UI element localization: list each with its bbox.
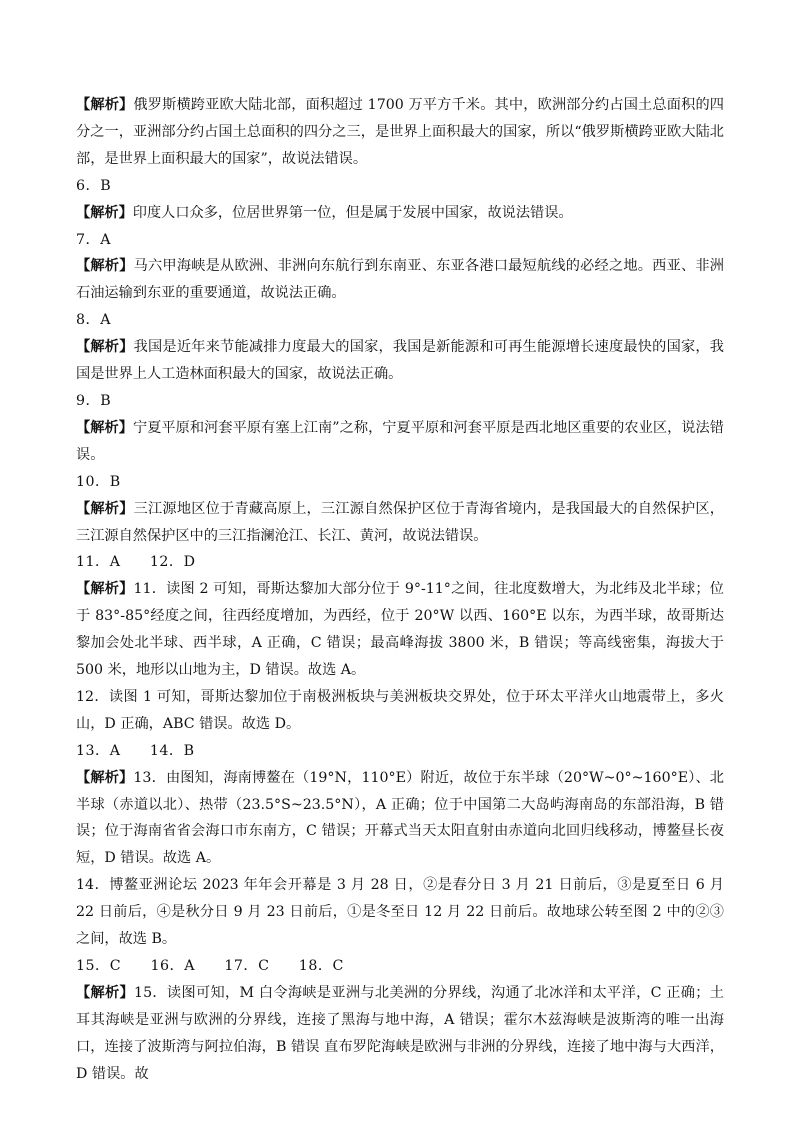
explanation-text: 我国是近年来节能减排力度最大的国家，我国是新能源和可再生能源增长速度最快的国家，我国是世界上人工造林面积最大的国家，故说法正确。: [76, 339, 724, 383]
explanation-paragraph: [76, 253, 724, 307]
explanation-paragraph: [76, 496, 724, 550]
explanation-text: 11．读图 2 可知，哥斯达黎加大部分位于 9°-11°之间，往北度数增大，为北纬及北半球；位于 83°-85°经度之间，往西经度增加，为西经，位于 20°W 以西、160°E 以东，为西半球，故哥斯达黎加会处北半球、西半球，A 正确，C 错误；最高峰海拔 3800 米，B 错误；等高线密集，海拔大于 500 米，地形以山地为主，D 错误。故选 A。: [76, 581, 724, 679]
explanation-text: 俄罗斯横跨亚欧大陆北部，面积超过 1700 万平方千米。其中，欧洲部分约占国土总面积的四分之一，亚洲部分约占国土总面积的四分之三，是世界上面积最大的国家，所以“俄罗斯横跨亚欧大陆北部，是世界上面积最大的国家”，故说法错误。: [76, 97, 724, 167]
answer-key-line: [76, 307, 724, 334]
explanation-paragraph: [76, 92, 724, 173]
answer-text: 9．B: [76, 392, 112, 409]
answer-text: 8．A: [76, 312, 111, 329]
explanation-paragraph: [76, 872, 724, 953]
explanation-text: 马六甲海峡是从欧洲、非洲向东航行到东南亚、东亚各港口最短航线的必经之地。西亚、非洲石油运输到东亚的重要通道，故说法正确。: [76, 258, 724, 302]
explanation-text: 12．读图 1 可知，哥斯达黎加位于南极洲板块与美洲板块交界处，位于环太平洋火山地震带上，多火山，D 正确，ABC 错误。故选 D。: [76, 688, 724, 732]
explanation-paragraph: [76, 576, 724, 684]
explanation-text: 14．博鳌亚洲论坛 2023 年年会开幕是 3 月 28 日，②是春分日 3 月 21 日前后，③是夏至日 6 月 22 日前后，④是秋分日 9 月 23 日前后，①是冬至日 12 月 22 日前后。故地球公转至图 2 中的②③之间，故选 B。: [76, 877, 724, 948]
explanation-text: 三江源地区位于青藏高原上，三江源自然保护区位于青海省境内，是我国最大的自然保护区，三江源自然保护区中的三江指澜沧江、长江、黄河，故说法错误。: [76, 500, 724, 544]
analysis-tag: 【解析】: [76, 339, 134, 356]
analysis-tag: 【解析】: [76, 419, 133, 436]
answer-key-line: [76, 738, 724, 765]
analysis-tag: 【解析】: [76, 258, 134, 275]
answer-key-line: [76, 549, 724, 576]
analysis-tag: 【解析】: [76, 500, 134, 517]
analysis-tag: 【解析】: [76, 984, 135, 1001]
explanation-paragraph: [76, 334, 724, 388]
answer-text: 6．B: [76, 177, 112, 194]
answer-key-line: [76, 388, 724, 415]
explanation-paragraph: [76, 415, 724, 469]
answer-key-line: [76, 469, 724, 496]
answer-text: 13．A 14．B: [76, 742, 195, 759]
answer-text: 7．A: [76, 231, 111, 248]
explanation-paragraph: [76, 200, 724, 227]
explanation-text: 13．由图知，海南博鳌在（19°N，110°E）附近，故位于东半球（20°W~0°~160°E）、北半球（赤道以北）、热带（23.5°S~23.5°N），A 正确；位于中国第二大岛屿海南岛的东部沿海，B 错误；位于海南省省会海口市东南方，C 错误；开幕式当天太阳直射由赤道向北回归线移动，博鳌昼长夜短，D 错误。故选 A。: [76, 769, 724, 867]
answer-key-line: [76, 227, 724, 254]
explanation-text: 印度人口众多，位居世界第一位，但是属于发展中国家，故说法错误。: [132, 204, 573, 221]
analysis-tag: 【解析】: [76, 769, 134, 786]
answer-explanations: [76, 92, 724, 1088]
answer-text: 15．C 16．A 17．C 18．C: [76, 958, 344, 974]
answer-key-line: [76, 953, 724, 980]
explanation-text: 宁夏平原和河套平原有塞上江南”之称，宁夏平原和河套平原是西北地区重要的农业区，说法错误。: [76, 419, 724, 463]
explanation-paragraph: [76, 684, 724, 738]
analysis-tag: 【解析】: [76, 204, 133, 221]
answer-text: 11．A 12．D: [76, 554, 196, 571]
analysis-tag: 【解析】: [76, 581, 134, 598]
explanation-paragraph: [76, 765, 724, 873]
analysis-tag: 【解析】: [76, 97, 134, 113]
answer-key-line: [76, 173, 724, 200]
explanation-paragraph: [76, 980, 724, 1088]
explanation-text: 15．读图可知，M 白令海峡是亚洲与北美洲的分界线，沟通了北冰洋和太平洋，C 正确；土耳其海峡是亚洲与欧洲的分界线，连接了黑海与地中海，A 错误；霍尔木兹海峡是波斯湾的唯一出海口，连接了波斯湾与阿拉伯海，B 错误 直布罗陀海峡是欧洲与非洲的分界线，连接了地中海与大西洋，D 错误。故: [76, 984, 724, 1082]
answer-text: 10．B: [76, 473, 121, 490]
